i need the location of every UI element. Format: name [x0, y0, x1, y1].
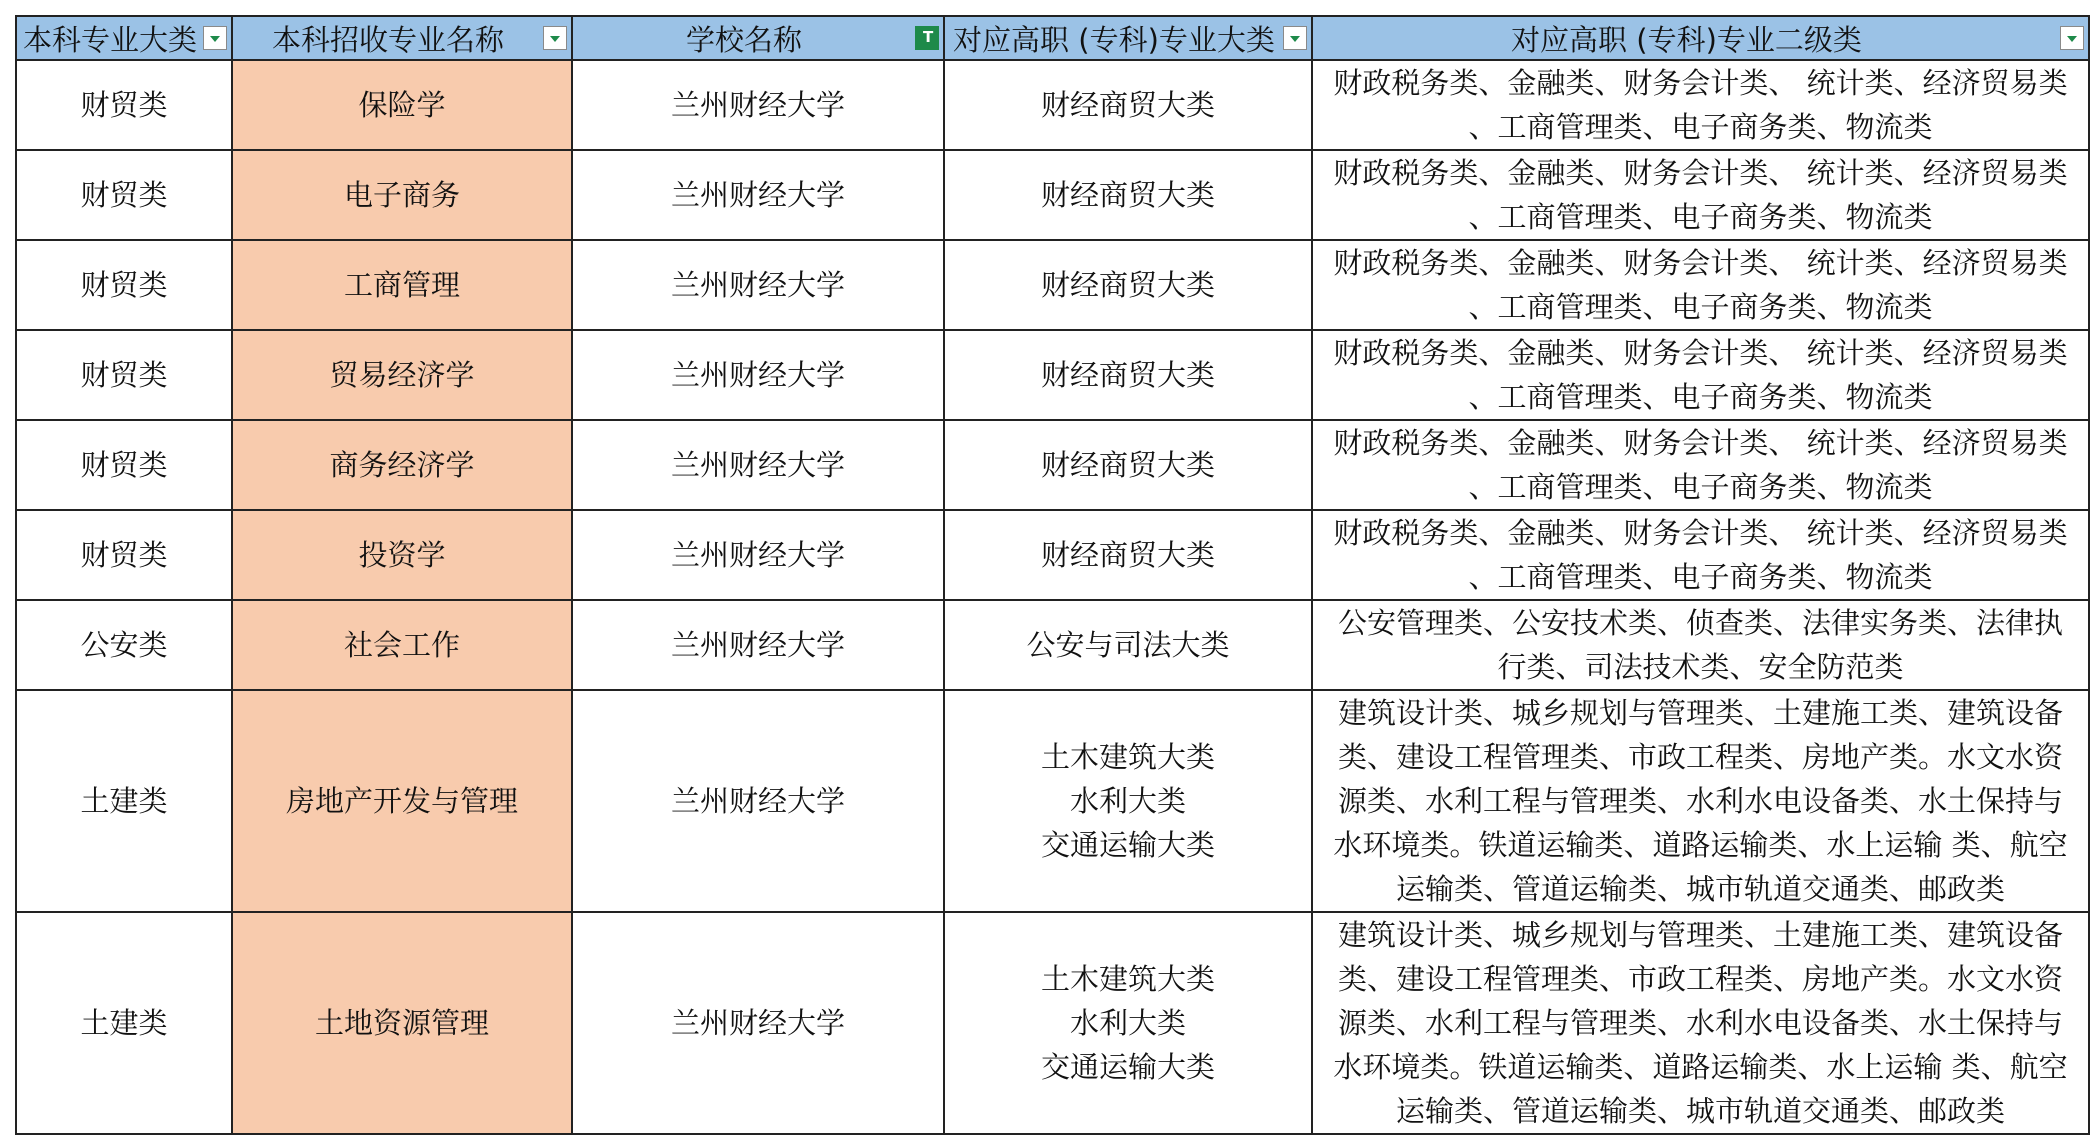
cell-second-class[interactable] — [1312, 420, 2089, 510]
second-class-line: 源类、水利工程与管理类、水利水电设备类、水土保持与 — [1337, 784, 2063, 818]
cell-major[interactable]: 商务经济学 — [232, 420, 572, 510]
filter-dropdown-icon[interactable] — [543, 26, 567, 50]
second-class-line: 、工商管理类、电子商务类、物流类 — [1468, 560, 1933, 594]
cell-second-class[interactable] — [1312, 600, 2089, 690]
cell-big-class[interactable] — [944, 240, 1312, 330]
cell-big-class[interactable] — [944, 912, 1312, 1134]
cell-second-class[interactable] — [1312, 912, 2089, 1134]
table-body — [16, 60, 2089, 1134]
second-class-line: 财政税务类、金融类、财务会计类、 统计类、经济贸易类 — [1333, 336, 2068, 370]
majors-table — [15, 15, 2090, 1135]
header-category[interactable]: 本科专业大类 — [16, 16, 232, 60]
cell-school[interactable]: 兰州财经大学 — [572, 240, 944, 330]
big-class-line: 财经商贸大类 — [1040, 448, 1215, 482]
second-class-line: 公安管理类、公安技术类、侦查类、法律实务类、法律执 — [1337, 606, 2063, 640]
second-class-line: 、工商管理类、电子商务类、物流类 — [1468, 290, 1933, 324]
cell-category[interactable]: 公安类 — [16, 600, 232, 690]
cell-category[interactable]: 财贸类 — [16, 510, 232, 600]
second-class-line: 运输类、管道运输类、城市轨道交通类、邮政类 — [1395, 1094, 2005, 1128]
second-class-line: 运输类、管道运输类、城市轨道交通类、邮政类 — [1395, 872, 2005, 906]
big-class-line: 财经商贸大类 — [1040, 88, 1215, 122]
second-class-line: 源类、水利工程与管理类、水利水电设备类、水土保持与 — [1337, 1006, 2063, 1040]
cell-category[interactable]: 土建类 — [16, 690, 232, 912]
cell-school[interactable]: 兰州财经大学 — [572, 150, 944, 240]
second-class-line: 建筑设计类、城乡规划与管理类、土建施工类、建筑设备 — [1337, 696, 2063, 730]
second-class-line: 、工商管理类、电子商务类、物流类 — [1468, 380, 1933, 414]
cell-major[interactable]: 社会工作 — [232, 600, 572, 690]
header-row — [16, 16, 2089, 60]
table-row — [16, 330, 2089, 420]
filter-active-icon[interactable] — [915, 26, 939, 50]
cell-school[interactable]: 兰州财经大学 — [572, 420, 944, 510]
big-class-line: 土木建筑大类 — [1040, 962, 1215, 996]
table-row — [16, 690, 2089, 912]
cell-second-class[interactable] — [1312, 330, 2089, 420]
cell-major[interactable]: 工商管理 — [232, 240, 572, 330]
big-class-line: 水利大类 — [1069, 1006, 1186, 1040]
header-major[interactable]: 本科招收专业名称 — [232, 16, 572, 60]
cell-second-class[interactable] — [1312, 240, 2089, 330]
second-class-line: 、工商管理类、电子商务类、物流类 — [1468, 470, 1933, 504]
big-class-line: 财经商贸大类 — [1040, 358, 1215, 392]
cell-school[interactable]: 兰州财经大学 — [572, 690, 944, 912]
table-row — [16, 420, 2089, 510]
spreadsheet — [15, 15, 2090, 1135]
big-class-line: 财经商贸大类 — [1040, 268, 1215, 302]
cell-big-class[interactable] — [944, 690, 1312, 912]
cell-major[interactable]: 保险学 — [232, 60, 572, 150]
big-class-line: 水利大类 — [1069, 784, 1186, 818]
second-class-line: 水环境类。铁道运输类、道路运输类、水上运输 类、航空 — [1333, 1050, 2068, 1084]
big-class-line: 公安与司法大类 — [1026, 628, 1230, 662]
cell-category[interactable]: 财贸类 — [16, 150, 232, 240]
second-class-line: 建筑设计类、城乡规划与管理类、土建施工类、建筑设备 — [1337, 918, 2063, 952]
cell-category[interactable]: 财贸类 — [16, 420, 232, 510]
big-class-line: 财经商贸大类 — [1040, 538, 1215, 572]
cell-category[interactable]: 财贸类 — [16, 60, 232, 150]
cell-second-class[interactable] — [1312, 690, 2089, 912]
second-class-line: 财政税务类、金融类、财务会计类、 统计类、经济贸易类 — [1333, 426, 2068, 460]
cell-school[interactable]: 兰州财经大学 — [572, 600, 944, 690]
big-class-line: 交通运输大类 — [1040, 828, 1215, 862]
header-big-class[interactable]: 对应高职 (专科)专业大类 — [944, 16, 1312, 60]
cell-school[interactable]: 兰州财经大学 — [572, 912, 944, 1134]
cell-major[interactable]: 电子商务 — [232, 150, 572, 240]
cell-big-class[interactable] — [944, 60, 1312, 150]
second-class-line: 类、建设工程管理类、市政工程类、房地产类。水文水资 — [1337, 740, 2063, 774]
second-class-line: 水环境类。铁道运输类、道路运输类、水上运输 类、航空 — [1333, 828, 2068, 862]
table-row — [16, 510, 2089, 600]
filter-dropdown-icon[interactable] — [203, 26, 227, 50]
filter-dropdown-icon[interactable] — [2060, 26, 2084, 50]
table-row — [16, 600, 2089, 690]
big-class-line: 土木建筑大类 — [1040, 740, 1215, 774]
second-class-line: 、工商管理类、电子商务类、物流类 — [1468, 200, 1933, 234]
table-row — [16, 240, 2089, 330]
second-class-line: 、工商管理类、电子商务类、物流类 — [1468, 110, 1933, 144]
second-class-line: 财政税务类、金融类、财务会计类、 统计类、经济贸易类 — [1333, 246, 2068, 280]
cell-big-class[interactable] — [944, 510, 1312, 600]
cell-category[interactable]: 财贸类 — [16, 240, 232, 330]
second-class-line: 财政税务类、金融类、财务会计类、 统计类、经济贸易类 — [1333, 156, 2068, 190]
header-second-class[interactable]: 对应高职 (专科)专业二级类 — [1312, 16, 2089, 60]
filter-dropdown-icon[interactable] — [1283, 26, 1307, 50]
cell-school[interactable]: 兰州财经大学 — [572, 60, 944, 150]
second-class-line: 行类、司法技术类、安全防范类 — [1497, 650, 1904, 684]
cell-category[interactable]: 财贸类 — [16, 330, 232, 420]
cell-major[interactable]: 投资学 — [232, 510, 572, 600]
cell-big-class[interactable] — [944, 420, 1312, 510]
cell-second-class[interactable] — [1312, 150, 2089, 240]
cell-school[interactable]: 兰州财经大学 — [572, 510, 944, 600]
second-class-line: 财政税务类、金融类、财务会计类、 统计类、经济贸易类 — [1333, 66, 2068, 100]
cell-big-class[interactable] — [944, 330, 1312, 420]
cell-second-class[interactable] — [1312, 60, 2089, 150]
header-school[interactable]: 学校名称 T — [572, 16, 944, 60]
cell-big-class[interactable] — [944, 600, 1312, 690]
cell-category[interactable]: 土建类 — [16, 912, 232, 1134]
second-class-line: 财政税务类、金融类、财务会计类、 统计类、经济贸易类 — [1333, 516, 2068, 550]
table-row — [16, 150, 2089, 240]
table-row — [16, 60, 2089, 150]
second-class-line: 类、建设工程管理类、市政工程类、房地产类。水文水资 — [1337, 962, 2063, 996]
big-class-line: 财经商贸大类 — [1040, 178, 1215, 212]
cell-major[interactable]: 土地资源管理 — [232, 912, 572, 1134]
cell-second-class[interactable] — [1312, 510, 2089, 600]
cell-major[interactable]: 房地产开发与管理 — [232, 690, 572, 912]
big-class-line: 交通运输大类 — [1040, 1050, 1215, 1084]
table-row — [16, 912, 2089, 1134]
cell-big-class[interactable] — [944, 150, 1312, 240]
cell-school[interactable]: 兰州财经大学 — [572, 330, 944, 420]
cell-major[interactable]: 贸易经济学 — [232, 330, 572, 420]
